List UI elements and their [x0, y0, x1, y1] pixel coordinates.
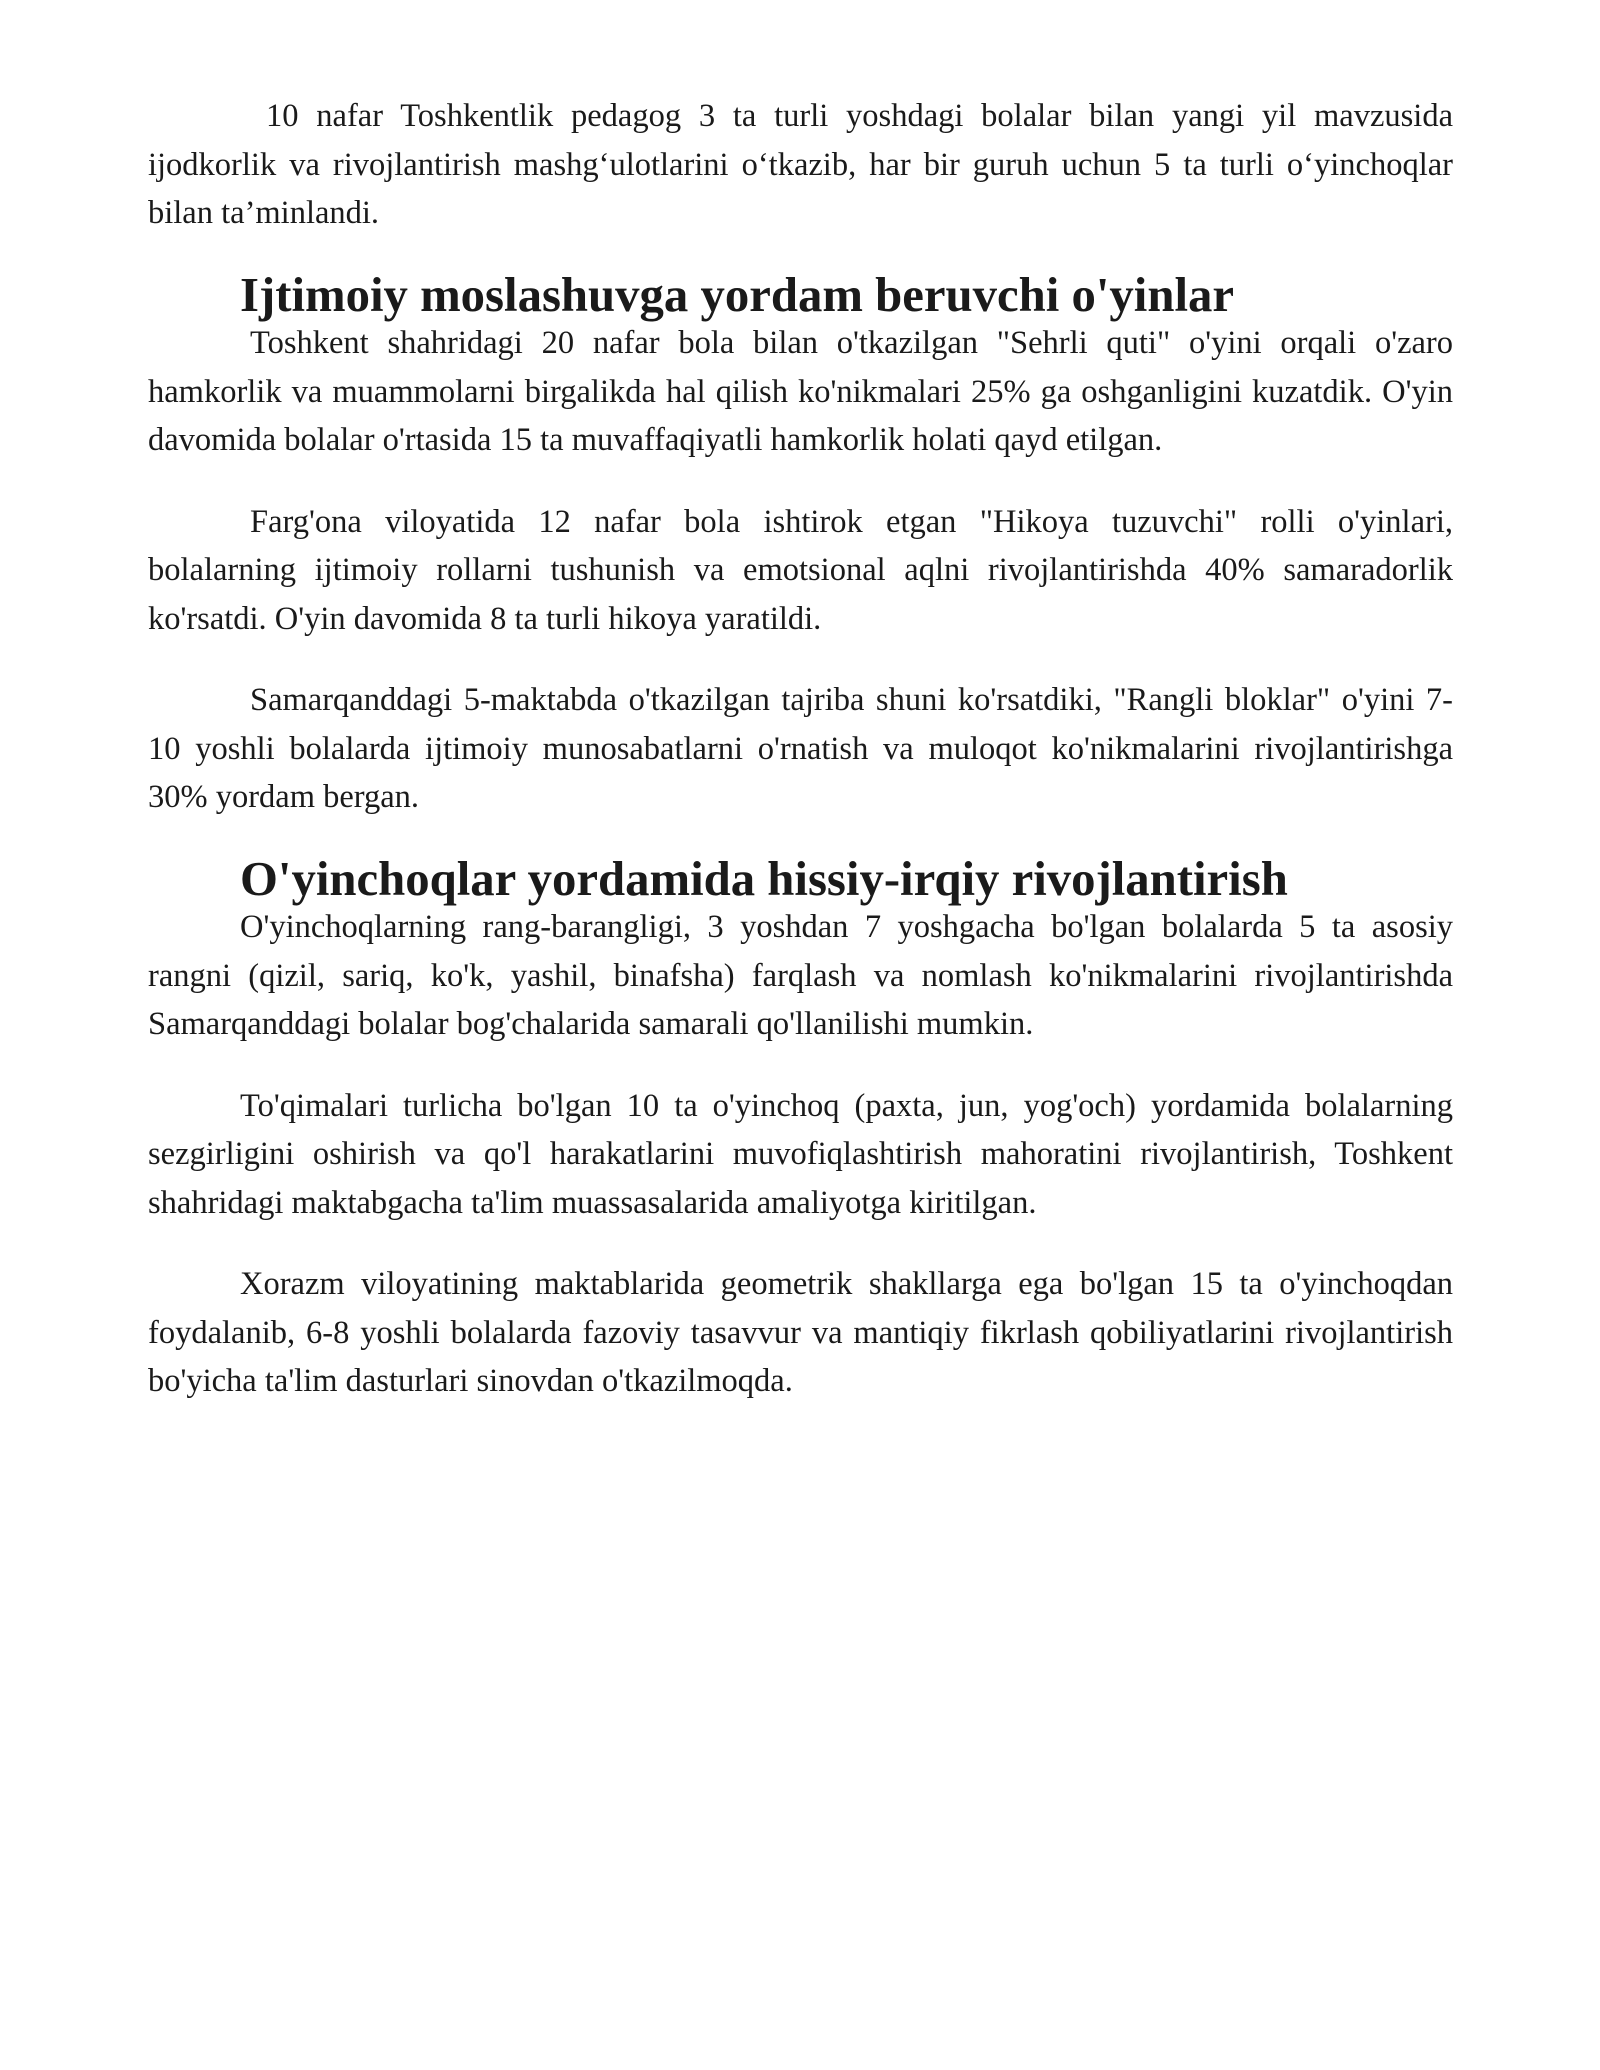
paragraph-sehrli-quti: Toshkent shahridagi 20 nafar bola bilan o'tkazilgan "Sehrli quti" o'yini orqali o'zaro hamkorlik va muammolarni birgalikda hal qilish ko'nikmalari 25% ga oshganligini kuzatdik. O'yin davomida bolalar o'rtasida 15 ta muvaffaqiyatli hamkorlik holati qayd etilgan.	[148, 325, 1453, 458]
paragraph-gap	[148, 1227, 1453, 1260]
paragraph-gap	[148, 822, 1453, 855]
paragraph-colors: O'yinchoqlarning rang-barangligi, 3 yoshdan 7 yoshgacha bo'lgan bolalarda 5 ta asosiy rangni (qizil, sariq, ko'k, yashil, binafsha) farqlash va nomlash ko'nikmalarini rivojlantirishda Samarqanddagi bolalar bog'chalarida samarali qo'llanilishi mumkin.	[148, 909, 1453, 1042]
paragraph-rangli-bloklar: Samarqanddagi 5-maktabda o'tkazilgan tajriba shuni ko'rsatdiki, "Rangli bloklar" o'yini 7-10 yoshli bolalarda ijtimoiy munosabatlarni o'rnatish va muloqot ko'nikmalarini rivojlantirishga 30% yordam bergan.	[148, 682, 1453, 815]
document-page	[148, 92, 1453, 1406]
section-heading-social-games: Ijtimoiy moslashuvga yordam beruvchi o'yinlar	[240, 267, 1234, 322]
paragraph-textures: To'qimalari turlicha bo'lgan 10 ta o'yinchoq (paxta, jun, yog'och) yordamida bolalarning sezgirligini oshirish va qo'l harakatlarini muvofiqlashtirish mahoratini rivojlantirish, Toshkent shahridagi maktabgacha ta'lim muassasalarida amaliyotga kiritilgan.	[148, 1087, 1453, 1221]
paragraph-gap	[148, 238, 1453, 271]
section-heading-sensory-development: O'yinchoqlar yordamida hissiy-irqiy rivojlantirish	[240, 851, 1288, 906]
paragraph-gap	[148, 1049, 1453, 1082]
paragraph-geometric-shapes: Xorazm viloyatining maktablarida geometrik shakllarga ega bo'lgan 15 ta o'yinchoqdan foydalanib, 6-8 yoshli bolalarda fazoviy tasavvur va mantiqiy fikrlash qobiliyatlarini rivojlantirish bo'yicha ta'lim dasturlari sinovdan o'tkazilmoqda.	[148, 1266, 1453, 1399]
paragraph-gap	[148, 465, 1453, 498]
paragraph-gap	[148, 643, 1453, 676]
paragraph-hikoya-tuzuvchi: Farg'ona viloyatida 12 nafar bola ishtirok etgan "Hikoya tuzuvchi" rolli o'yinlari, bolalarning ijtimoiy rollarni tushunish va emotsional aqlni rivojlantirishda 40% samaradorlik ko'rsatdi. O'yin davomida 8 ta turli hikoya yaratildi.	[148, 503, 1453, 637]
intro-paragraph: 10 nafar Toshkentlik pedagog 3 ta turli yoshdagi bolalar bilan yangi yil mavzusida ijodkorlik va rivojlantirish mashg‘ulotlarini o‘tkazib, har bir guruh uchun 5 ta turli o‘yinchoqlar bilan ta’minlandi.	[148, 98, 1453, 231]
